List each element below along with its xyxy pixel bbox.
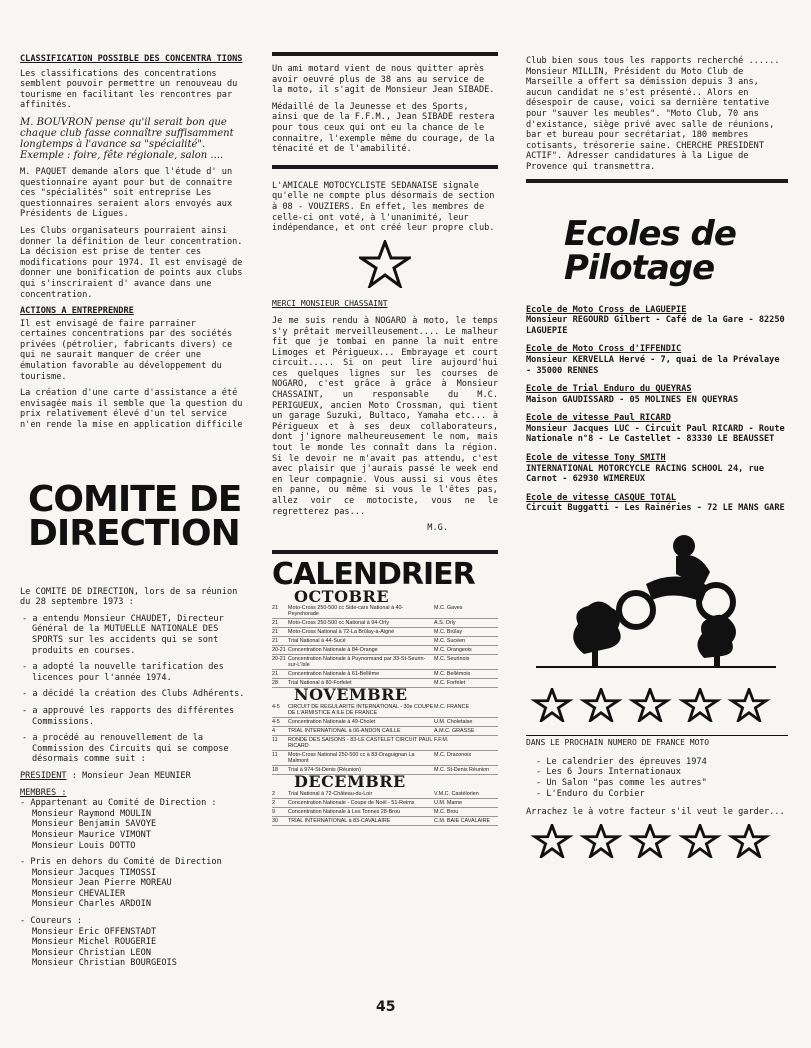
comite-items-list — [20, 614, 245, 765]
star-icon — [530, 824, 574, 858]
school-heading: Ecole de vitesse CASQUE TOTAL — [526, 492, 677, 503]
star-icon — [530, 688, 574, 722]
comite-item: - a entendu Monsieur CHAUDET, Directeur Général de la MUTUELLE NATIONALE DES SPORTS sur les accidents qui se sont produits en courses. — [22, 613, 224, 656]
classification-heading: CLASSIFICATION POSSIBLE DES CONCENTRA TIONS — [20, 54, 243, 64]
school-heading: Ecole de vitesse Paul RICARD — [526, 413, 671, 424]
event-title: Moto-Cross National à 72-La Brûlay-à-Aigné — [288, 629, 395, 636]
school-entry — [526, 384, 788, 405]
event-club: A.M.C. GRASSE — [434, 727, 475, 734]
president-value: : Monsieur Jean MEUNIER — [66, 770, 191, 781]
section-rule — [272, 165, 498, 169]
comite-item: - a approuvé les rapports des différentes Commissions. — [22, 705, 235, 727]
calendar-event — [272, 655, 498, 670]
merci-heading: MERCI MONSIEUR CHASSAINT — [272, 299, 388, 309]
paquet-paragraph: M. PAQUET demande alors que l'étude d' un questionnaire ayant pour but de connaitre ces "spécialités" soit entreprise Les questionnaires seraient alors envoyés aux Présidents de Ligues. — [20, 166, 233, 220]
president-label: PRESIDENT — [20, 770, 67, 781]
event-club: A.S. Orly — [434, 620, 456, 627]
event-date: 4-5 — [272, 718, 280, 725]
event-club: M.C. Gaves — [434, 605, 463, 612]
prochain-item: - Les 6 Jours Internationaux — [536, 767, 681, 778]
school-address: Circuit Buggatti - Les Rainéries - 72 LE MANS GARE — [526, 503, 785, 514]
star-icon — [727, 688, 771, 722]
comite-title-line-1: COMITE DE — [28, 478, 242, 520]
star-icon — [579, 824, 623, 858]
calendar-event — [272, 808, 498, 817]
event-title: RONDE DES SAISONS - 83-LE CASTELET CIRCUIT PAUL RICARD — [288, 736, 433, 749]
event-club: M.C. Forfelet — [434, 680, 466, 687]
member-name: Monsieur Benjamin SAVOYE — [32, 819, 157, 830]
star-ornament — [272, 240, 498, 292]
membres-a-list — [20, 809, 245, 851]
event-club: M.C. Brûlay — [434, 629, 463, 636]
calendar — [272, 586, 498, 826]
month-title: OCTOBRE — [294, 586, 390, 606]
middle-column — [272, 52, 498, 1015]
actions-heading: ACTIONS A ENTREPRENDRE — [20, 306, 134, 317]
calendar-event — [272, 751, 498, 766]
member-name: Monsieur Christian BOURGEOIS — [32, 958, 177, 969]
calendar-event — [272, 703, 498, 718]
school-entry — [526, 344, 788, 376]
event-title: TRIAL INTERNATIONAL à 06-ANDON CAILLE — [288, 727, 401, 734]
ecoles-title-line-2: Pilotage — [564, 247, 715, 288]
school-entry — [526, 493, 788, 514]
ecoles-title-line-1: Ecoles de — [564, 213, 736, 254]
star-icon — [628, 688, 672, 722]
comite-item: - a procédé au renouvellement de la Commission des Circuits qui se compose désormais comme suit : — [22, 733, 229, 765]
star-row-1 — [530, 688, 788, 726]
membres-label: MEMBRES : — [20, 787, 67, 798]
calendar-event — [272, 646, 498, 655]
event-date: 21 — [272, 605, 278, 612]
calendar-event — [272, 604, 498, 619]
event-club: C.M. BAIE CAVALAIRE — [434, 817, 491, 824]
event-title: Trial à 974-St-Denis (Réunion) — [288, 766, 361, 773]
member-name: Monsieur CHEVALIER — [32, 888, 126, 899]
star-icon — [678, 824, 722, 858]
merci-signature: M.G. — [427, 523, 448, 534]
event-date: 21 — [272, 638, 278, 645]
membres-a-intro: - Appartenant au Comité de Direction : — [20, 798, 217, 809]
comite-intro: Le COMITE DE DIRECTION, lors de sa réunion du 28 septembre 1973 : — [20, 586, 238, 608]
membres-b-list — [20, 868, 245, 910]
right-column — [526, 52, 788, 861]
ecoles-title — [526, 213, 788, 288]
calendar-event — [272, 727, 498, 736]
school-heading: Ecole de vitesse Tony SMITH — [526, 453, 666, 464]
event-date: 28 — [272, 680, 278, 687]
page-number: 45 — [376, 999, 396, 1015]
star-icon — [359, 240, 411, 288]
prochain-item: - Un Salon "pas comme les autres" — [536, 778, 707, 788]
event-date: 18 — [272, 766, 278, 773]
school-heading: Ecole de Trial Enduro du QUEYRAS — [526, 384, 692, 395]
calendar-event — [272, 619, 498, 628]
event-club: M.C. FRANCE — [434, 703, 470, 710]
calendrier-title: CALENDRIER — [272, 556, 475, 592]
top-rule — [272, 52, 498, 56]
event-date: 30 — [272, 817, 278, 824]
school-entry — [526, 413, 788, 445]
amicale-paragraph: L'AMICALE MOTOCYCLISTE SEDANAISE signale qu'elle ne compte plus désormais de section à 08 - VOUZIERS. En effet, les membres de celle-ci ont voté, à l'unanimité, leur indépendance, et ont créé leur propre club. — [272, 180, 495, 234]
month-title: DECEMBRE — [294, 771, 406, 791]
event-date: 4 — [272, 727, 275, 734]
school-address: Monsieur Jacques LUC - Circuit Paul RICARD - Route Nationale n°8 - Le Castellet - 83330 LE BEAUSSET — [526, 423, 785, 445]
school-address: Maison GAUDISSARD - 05 MOLINES EN QUEYRAS — [526, 394, 739, 405]
calendrier-rule — [272, 550, 498, 554]
event-date: 20-21 — [272, 647, 286, 654]
club-paragraph: Club bien sous tous les rapports recherché ...... Monsieur MILLIN, Président du Moto Club de Marseille a offert sa démission depuis 3 ans, aucun candidat ne s'est présenté.. Alors en désespoir de cause, voici sa dernière tentative pour "sauver les meubles". "Moto Club, 70 ans d'existance, siège privé avec salle de réunions, bar et bureau pour secrétariat, 180 membres cotisants, trésorerie saine. CHERCHE PRESIDENT ACTIF". Adresser candidatures à la Ligue de Provence qui transmettra. — [526, 56, 780, 172]
event-date: 4-5 — [272, 703, 280, 710]
event-date: 9 — [272, 808, 275, 815]
obituary-paragraph: Un ami motard vient de nous quitter après avoir oeuvré plus de 38 ans au service de la moto, il s'agit de Monsieur Jean SIBADE. — [272, 64, 495, 96]
membres-b-intro: - Pris en dehors du Comité de Direction — [20, 857, 222, 868]
schools-list — [526, 305, 788, 515]
star-icon — [628, 824, 672, 858]
calendar-event — [272, 736, 498, 751]
comite-title-line-2: DIRECTION — [28, 512, 240, 554]
star-icon — [579, 688, 623, 722]
member-name: Monsieur Eric OFFENSTADT — [32, 926, 157, 937]
event-title: Trial National à 72-Château-du-Loir — [288, 790, 373, 797]
parrainage-paragraph: Il est envisagé de faire parrainer certaines concentrations par des sociétés privées (pétrolier, fabricants divers) ce qui ne saurait manquer de créer une émulation favorable au développement du tourisme. — [20, 318, 233, 382]
event-date: 20-21 — [272, 656, 286, 663]
school-heading: Ecole de Moto Cross de LAGUEPIE — [526, 304, 687, 315]
event-date: 2 — [272, 799, 275, 806]
event-title: Moto-Cross 250-500 cc Side-cars National à 40-Peyrehorade — [288, 605, 404, 618]
event-title: Trial National à 44-Sucé — [288, 638, 346, 645]
event-club: U.M. Choletaise — [434, 718, 473, 725]
event-club: M.C. St-Denis Réunion — [434, 766, 490, 773]
left-column — [20, 52, 245, 969]
event-date: 11 — [272, 751, 278, 758]
calendar-event — [272, 790, 498, 799]
school-heading: Ecole de Moto Cross d'IFFENDIC — [526, 344, 682, 355]
calendar-month — [272, 685, 498, 775]
star-row-2 — [530, 824, 788, 862]
event-title: TRIAL INTERNATIONAL à 83-CAVALAIRE — [288, 817, 391, 824]
event-title: Moto-Cross 250-500 cc National à 94-Orly — [288, 620, 389, 627]
event-club: V.M.C. Castélorien — [434, 790, 479, 797]
event-club: M.C. Seurinois — [434, 656, 470, 663]
event-club: M.C. Draconois — [434, 751, 472, 758]
school-address: INTERNATIONAL MOTORCYCLE RACING SCHOOL 24, rue Carnot - 62930 WIMEREUX — [526, 463, 764, 485]
moto-illustration — [526, 528, 788, 682]
membres-c-intro: - Coureurs : — [20, 916, 83, 927]
motocross-rider-icon — [526, 528, 788, 678]
comite-item: - a adopté la nouvelle tarification des licences pour l'année 1974. — [22, 662, 224, 683]
event-club: U.M. Marne — [434, 799, 463, 806]
obituary-paragraph-2: Médaillé de la Jeunesse et des Sports, ainsi que de la F.F.M., Jean SIBADE restera pour tous ceux qui ont eu la chance de le connaitre, l'exemple même du courage, de la ténacité et de l'amabilité. — [272, 101, 495, 155]
assistance-paragraph: La création d'une carte d'assistance a été envisagée mais il semble que la question du prix relativement élevé d'un tel service n'en rende la mise en application difficile — [20, 388, 243, 431]
calendar-event — [272, 799, 498, 808]
event-title: Concentration Nationale à 61-Bellême — [288, 671, 380, 678]
calendar-event — [272, 670, 498, 679]
event-title: Concentration Nationale à Les Tonnes 28-Brou — [288, 808, 400, 815]
event-title: Concentration Nationale à 49-Cholet — [288, 718, 376, 725]
event-title: Moto-Cross National 250-500 cc à 83-Draguignan La Malmont — [288, 751, 415, 764]
comite-item: - a décidé la création des Clubs Adhérents. — [22, 689, 245, 700]
star-icon — [727, 824, 771, 858]
event-date: 21 — [272, 629, 278, 636]
prochain-heading: DANS LE PROCHAIN NUMERO DE FRANCE MOTO — [526, 735, 788, 749]
prochain-close: Arrachez le à votre facteur s'il veut le garder... — [526, 807, 785, 818]
school-address: Monsieur REGOURD Gilbert - Café de la Gare - 82250 LAGUEPIE — [526, 315, 785, 336]
event-title: Concentration Nationale - Coupe de Noël - 51-Reims — [288, 799, 415, 806]
calendar-event — [272, 637, 498, 646]
event-club: M.C. Brou — [434, 808, 459, 815]
event-date: 11 — [272, 736, 278, 743]
prochain-list — [526, 757, 788, 799]
calendar-event — [272, 817, 498, 826]
event-title: Trial National à 80-Forfelet — [288, 680, 352, 687]
member-name: Monsieur Raymond MOULIN — [32, 808, 151, 819]
right-rule-1 — [526, 179, 788, 183]
clubs-paragraph: Les Clubs organisateurs pourraient ainsi donner la définition de leur concentration. La décision est prise de tenter ces modifications pour 1974. Il est envisagé de donner une bonification de points aux clubs qui s'inscriraient d' avance dans une concentration. — [20, 225, 243, 300]
event-club: M.C. Orangeois — [434, 647, 472, 654]
member-name: Monsieur Christian LEON — [32, 947, 151, 958]
classification-paragraph: Les classifications des concentrations semblent pouvoir permettre un renouveau du tourisme en facilitant les rencontres par affinités. — [20, 68, 238, 111]
event-title: CIRCUIT DE REGULARITE INTERNATIONAL - 30e COUPE DE L'ARMISTICE A ILE DE FRANCE — [288, 703, 434, 716]
member-name: Monsieur Charles ARDOIN — [32, 899, 151, 910]
prochain-item: - L'Enduro du Corbier — [536, 788, 645, 799]
event-date: 21 — [272, 620, 278, 627]
event-club: M.C. Bellémois — [434, 671, 471, 678]
president-line — [20, 771, 245, 782]
member-name: Monsieur Jean Pierre MOREAU — [32, 878, 172, 889]
month-title: NOVEMBRE — [294, 685, 408, 705]
school-entry — [526, 453, 788, 485]
member-name: Monsieur Maurice VIMONT — [32, 829, 151, 840]
calendar-event — [272, 718, 498, 727]
star-icon — [678, 688, 722, 722]
event-title: Concentration Nationale à 84-Orange — [288, 647, 378, 654]
event-date: 21 — [272, 671, 278, 678]
event-date: 2 — [272, 790, 275, 797]
member-name: Monsieur Jacques TIMOSSI — [32, 867, 157, 878]
merci-body: Je me suis rendu à NOGARO à moto, le temps s'y prêtait merveilleusement.... Le malheur fit que je tombai en panne la nuit entre Limoges et Périgueux... Embrayage et court circuit..... Si on peut lire aujourd'hui ces quelques lignes sur les courses de NOGARO, c'est grâce à grâce à Monsieur CHASSAINT, un responsable du M.C. PERIGUEUX, ancien Moto Crossman, qui tient un garage Suzuki, Bultaco, Yamaha etc... à Périgueux et à ses deux collaborateurs, dont j'ignore malheureusement le nom, mais tout le monde les connaît dans la région. Si le devoir ne m'avait pas attendu, c'est avec plaisir que j'aurais passé le week end en leur compagnie. Vous aussi si vous êtes en panne, ou même si vous le l'êtes pas, allez voir ce motociste, vous ne le regretterez pas... — [272, 315, 498, 517]
school-address: Monsieur KERVELLA Hervé - 7, quai de la Prévalaye - 35000 RENNES — [526, 354, 780, 376]
membres-c-list — [20, 927, 245, 969]
event-title: Concentration Nationale à Puynormand par 33-St-Seurin-sur-L'Isle — [288, 656, 426, 669]
event-club: M.C. Sucéen — [434, 638, 466, 645]
member-name: Monsieur Michel ROUGERIE — [32, 937, 157, 948]
school-entry — [526, 305, 788, 337]
bouvron-paragraph: M. BOUVRON pense qu'il serait bon que chaque club fasse connaître suffisamment longtemps à l'avance sa "spécialité". Exemple : foire, fête régionale, salon .... — [20, 116, 234, 161]
member-name: Monsieur Louis DOTTO — [32, 840, 136, 851]
event-club: F.F.M. — [434, 736, 449, 743]
prochain-item: - Le calendrier des épreuves 1974 — [536, 756, 707, 767]
comite-title — [20, 478, 245, 554]
calendar-event — [272, 628, 498, 637]
calendar-month — [272, 771, 498, 826]
calendar-month — [272, 586, 498, 689]
